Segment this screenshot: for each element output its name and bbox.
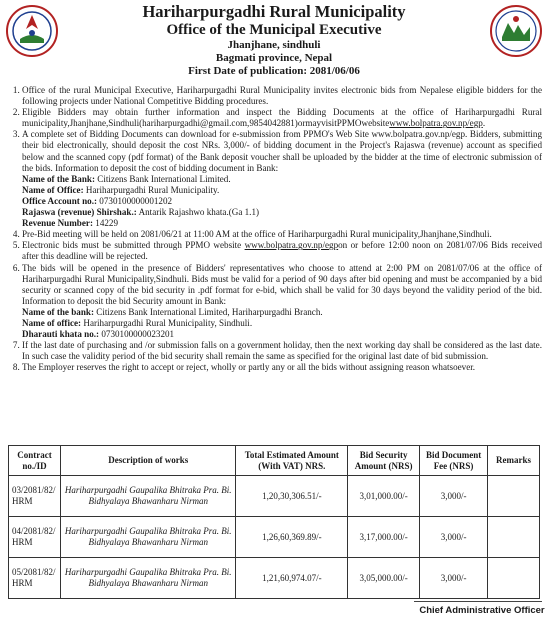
signatory-title: Chief Administrative Officer (419, 605, 545, 616)
notice-item-5: 5. Electronic bids must be submitted through PPMO website www.bolpatra.gov.np/egpon or before 12:00 noon on 2081/07/06 Bids received after this deadline will be rejected. (22, 240, 542, 262)
header-remarks: Remarks (488, 446, 540, 476)
notice-item-2: 2. Eligible Bidders may obtain further information and inspect the Bidding Documents at the office of Hariharpurgadhi Rural municipality,Jhanjhane,Sindhuli(hariharpurgadhi@gmail.com,9854042881)ormayvisitPPMOwebsitewww.bolpatra.gov.np/egp. (22, 107, 542, 129)
header-security: Bid Security Amount (NRS) (348, 446, 420, 476)
cell-description: Hariharpurgadhi Gaupalika Bhitraka Pra. Bi. Bidhyalaya Bhawanharu Nirman (60, 558, 235, 599)
cell-contract: 05/2081/82/ HRM (9, 558, 61, 599)
address-line-2: Bagmati province, Nepal (215, 52, 333, 64)
notice-body (8, 85, 542, 373)
office-account-line: Office Account no.: 0730100000001202 (22, 195, 173, 206)
ppmo-link-2[interactable]: www.bolpatra.gov.np/egp (244, 240, 339, 251)
notice-item-8: 8. The Employer reserves the right to accept or reject, wholly or partly any or all the bids without assigning reason whatsoever. (22, 362, 542, 373)
notice-items (8, 85, 542, 373)
table-row (9, 517, 540, 558)
notice-item-1: 1. Office of the rural Municipal Executive, Hariharpurgadhi Rural Municipality invites electronic bids from Nepalese eligible bidders for the following projects under National Competitive Bidding procedures. (22, 85, 542, 107)
cell-contract: 03/2081/82/ HRM (9, 476, 61, 517)
cell-description: Hariharpurgadhi Gaupalika Bhitraka Pra. Bi. Bidhyalaya Bhawanharu Nirman (60, 517, 235, 558)
notice-item-4: 4. Pre-Bid meeting will be held on 2081/06/21 at 11:00 AM at the office of Hariharpurgadhi Rural municipality,Jhanjhane,Sindhuli. (22, 229, 542, 240)
cell-security: 3,17,000.00/- (348, 517, 420, 558)
cell-remarks (488, 476, 540, 517)
notice-item-6: 6. The bids will be opened in the presence of Bidders' representatives who choose to attend at 2:00 PM on 2081/07/06 at the office of Hariharpurgadhi Rural Municipality,Sindhuli. Bids must be valid for a period of 90 days after bid opening and must be accompanied by a bid security or scanned copy of the bid security in .pdf format for e-bid, which shall be valid for 30 days beyond the validity period of the bid. Information to deposit the bid Security amount in Bank: Name of the bank: Citizens Bank International Limited, Hariharpurgadhi Branch. Name of office: Hariharpurgadhi Rural Municipality, Sindhuli. Dharauti khata no.: 0730100000023201 (22, 263, 542, 341)
cell-security: 3,01,000.00/- (348, 476, 420, 517)
notice-header (0, 2, 548, 78)
signature-line (414, 601, 542, 602)
municipality-title: Hariharpurgadhi Rural Municipality (142, 2, 406, 21)
cell-security: 3,05,000.00/- (348, 558, 420, 599)
cell-remarks (488, 558, 540, 599)
address-line-1: Jhanjhane, sindhuli (227, 39, 321, 51)
table-row (9, 476, 540, 517)
rajaswa-shirshak-line: Rajaswa (revenue) Shirshak.: Antarik Rajashwo khata.(Ga 1.1) (22, 207, 260, 218)
header-contract: Contract no./ID (9, 446, 61, 476)
cell-remarks (488, 517, 540, 558)
security-office-line: Name of office: Hariharpurgadhi Rural Municipality, Sindhuli. (22, 317, 253, 328)
table-header-row (9, 446, 540, 476)
cell-total: 1,21,60,974.07/- (236, 558, 348, 599)
header-fee: Bid Document Fee (NRS) (420, 446, 488, 476)
bid-table (8, 445, 540, 599)
revenue-number-line: Revenue Number: 14229 (22, 218, 118, 229)
dharauti-khata-line: Dharauti khata no.: 0730100000023201 (22, 329, 175, 340)
cell-total: 1,26,60,369.89/- (236, 517, 348, 558)
security-bank-line: Name of the bank: Citizens Bank International Limited, Hariharpurgadhi Branch. (22, 306, 323, 317)
cell-fee: 3,000/- (420, 517, 488, 558)
cell-fee: 3,000/- (420, 558, 488, 599)
header-total: Total Estimated Amount (With VAT) NRS. (236, 446, 348, 476)
bank-name-line: Name of the Bank: Citizens Bank International Limited. (22, 173, 231, 184)
notice-item-3: 3. A complete set of Bidding Documents can download for e-submission from PPMO's Web Site www.bolpatra.gov.np/egp. Bidders, submitting their bid electronically, should deposit the cost NRs. 3,000/- of bidding document in the Project's Rajaswa (revenue) account as specified below and the scanned copy (pdf format) of the Bank deposit voucher shall be uploaded by the bidder at the time of electronic submission of the bids. Information to deposit the cost of bidding document in Bank: Name of the Bank: Citizens Bank International Limited. Name of Office: Hariharpurgadhi Rural Municipality. Office Account no.: 0730100000001202 Rajaswa (revenue) Shirshak.: Antarik Rajashwo khata.(Ga 1.1) Revenue Number: 14229 (22, 129, 542, 229)
publication-date: First Date of publication: 2081/06/06 (188, 65, 360, 77)
header-description: Description of works (60, 446, 235, 476)
ppmo-link[interactable]: www.bolpatra.gov.np/egp (389, 118, 483, 129)
cell-description: Hariharpurgadhi Gaupalika Bhitraka Pra. Bi. Bidhyalaya Bhawanharu Nirman (60, 476, 235, 517)
notice-item-7: 7. If the last date of purchasing and /or submission falls on a government holiday, then the next working day shall be considered as the last date. In such case the validity period of the bid security shall remain the same as specified for the original last date of bid submission. (22, 340, 542, 362)
cell-fee: 3,000/- (420, 476, 488, 517)
office-name-line: Name of Office: Hariharpurgadhi Rural Municipality. (22, 184, 220, 195)
cell-total: 1,20,30,306.51/- (236, 476, 348, 517)
office-title: Office of the Municipal Executive (166, 22, 382, 38)
table-row (9, 558, 540, 599)
cell-contract: 04/2081/82/ HRM (9, 517, 61, 558)
